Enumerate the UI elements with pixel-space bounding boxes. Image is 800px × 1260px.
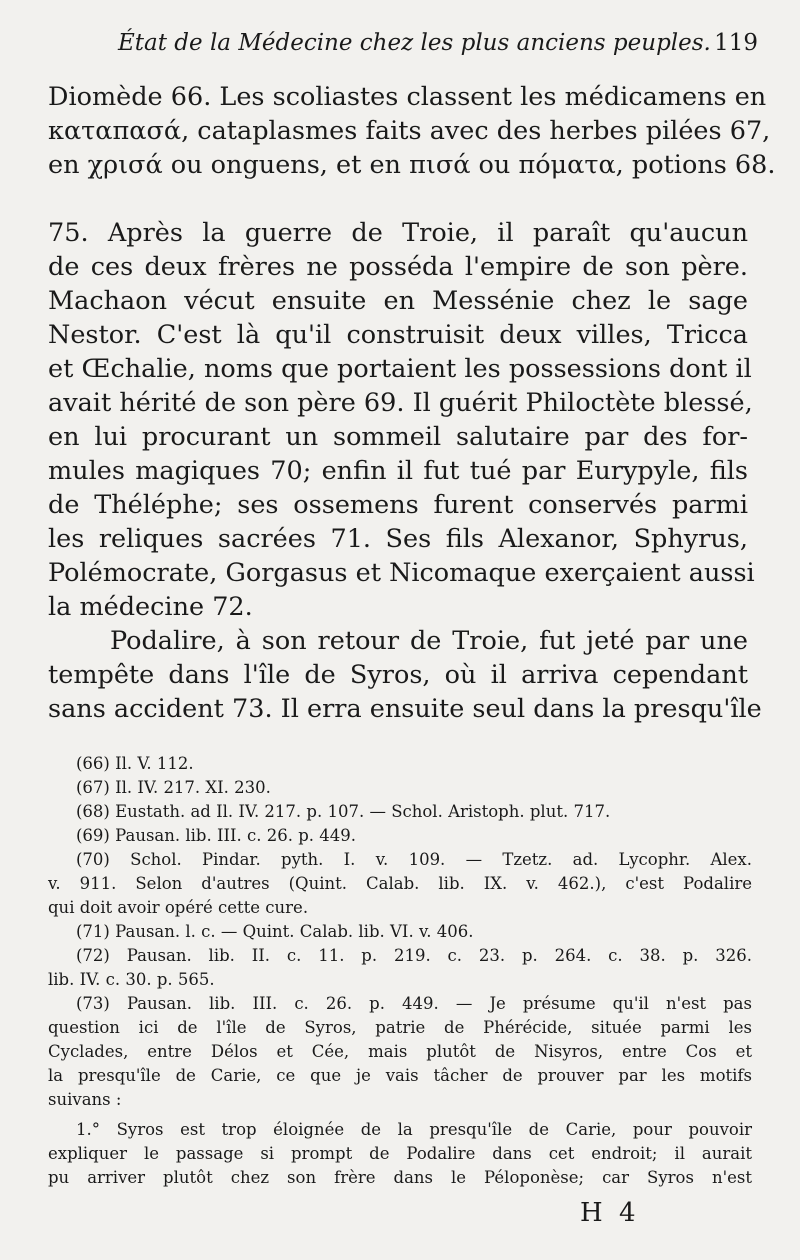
- body-line: en χρισά ou onguens, et en πισά ou πόματα, potions 68.: [48, 150, 776, 180]
- body-line: tempête dans l'île de Syros, où il arriva cependant: [48, 660, 748, 690]
- footnote-68: (68) Eustath. ad Il. IV. 217. p. 107. — Schol. Aristoph. plut. 717.: [76, 802, 611, 821]
- footnote-69: (69) Pausan. lib. III. c. 26. p. 449.: [76, 826, 357, 845]
- body-line: mules magiques 70; enfin il fut tué par Eurypyle, fils: [48, 456, 748, 486]
- footnote-line: pu arriver plutôt chez son frère dans le Péloponèse; car Syros n'est: [48, 1168, 752, 1187]
- footnote-line: suivans :: [48, 1090, 122, 1109]
- body-line: de Théléphe; ses ossemens furent conservés parmi: [48, 490, 748, 520]
- running-header: [118, 30, 758, 64]
- body-line: de ces deux frères ne posséda l'empire de son père.: [48, 252, 748, 282]
- body-line: avait hérité de son père 69. Il guérit Philoctète blessé,: [48, 388, 753, 418]
- body-line: Nestor. C'est là qu'il construisit deux villes, Tricca: [48, 320, 748, 350]
- footnote-72: (72) Pausan. lib. II. c. 11. p. 219. c. 23. p. 264. c. 38. p. 326.: [76, 946, 752, 965]
- footnote-line: lib. IV. c. 30. p. 565.: [48, 970, 215, 989]
- body-line: Machaon vécut ensuite en Messénie chez le sage: [48, 286, 748, 316]
- body-line: les reliques sacrées 71. Ses fils Alexanor, Sphyrus,: [48, 524, 748, 554]
- header-title: État de la Médecine chez les plus anciens peuples.: [118, 30, 711, 56]
- paragraph-first-line: Podalire, à son retour de Troie, fut jeté par une: [110, 626, 748, 656]
- body-line: en lui procurant un sommeil salutaire par des for-: [48, 422, 748, 452]
- footnote-70: (70) Schol. Pindar. pyth. I. v. 109. — Tzetz. ad. Lycophr. Alex.: [76, 850, 752, 869]
- page-number: 119: [714, 30, 758, 56]
- body-line: sans accident 73. Il erra ensuite seul dans la presqu'île: [48, 694, 762, 724]
- footnote-line: expliquer le passage si prompt de Podalire dans cet endroit; il aurait: [48, 1144, 752, 1163]
- body-line: καταπασά, cataplasmes faits avec des herbes pilées 67,: [48, 116, 771, 146]
- section-75-first-line: 75. Après la guerre de Troie, il paraît qu'aucun: [48, 218, 748, 248]
- footnote-line: v. 911. Selon d'autres (Quint. Calab. lib. IX. v. 462.), c'est Podalire: [48, 874, 752, 893]
- body-line: Diomède 66. Les scoliastes classent les médicamens en: [48, 82, 767, 112]
- footnote-line: la presqu'île de Carie, ce que je vais tâcher de prouver par les motifs: [48, 1066, 752, 1085]
- footnote-line: qui doit avoir opéré cette cure.: [48, 898, 309, 917]
- footnote-67: (67) Il. IV. 217. XI. 230.: [76, 778, 271, 797]
- footnote-66: (66) Il. V. 112.: [76, 754, 194, 773]
- footnote-71: (71) Pausan. l. c. — Quint. Calab. lib. VI. v. 406.: [76, 922, 474, 941]
- body-line: Polémocrate, Gorgasus et Nicomaque exerçaient aussi: [48, 558, 755, 588]
- body-line: et Œchalie, noms que portaient les possessions dont il: [48, 354, 752, 384]
- body-line: la médecine 72.: [48, 592, 253, 622]
- footnote-line: question ici de l'île de Syros, patrie de Phérécide, située parmi les: [48, 1018, 752, 1037]
- footnote-73: (73) Pausan. lib. III. c. 26. p. 449. — Je présume qu'il n'est pas: [76, 994, 752, 1013]
- signature-mark: H 4: [580, 1198, 640, 1228]
- footnote-line: Cyclades, entre Délos et Cée, mais plutôt de Nisyros, entre Cos et: [48, 1042, 752, 1061]
- footnote-line: 1.° Syros est trop éloignée de la presqu'île de Carie, pour pouvoir: [76, 1120, 752, 1139]
